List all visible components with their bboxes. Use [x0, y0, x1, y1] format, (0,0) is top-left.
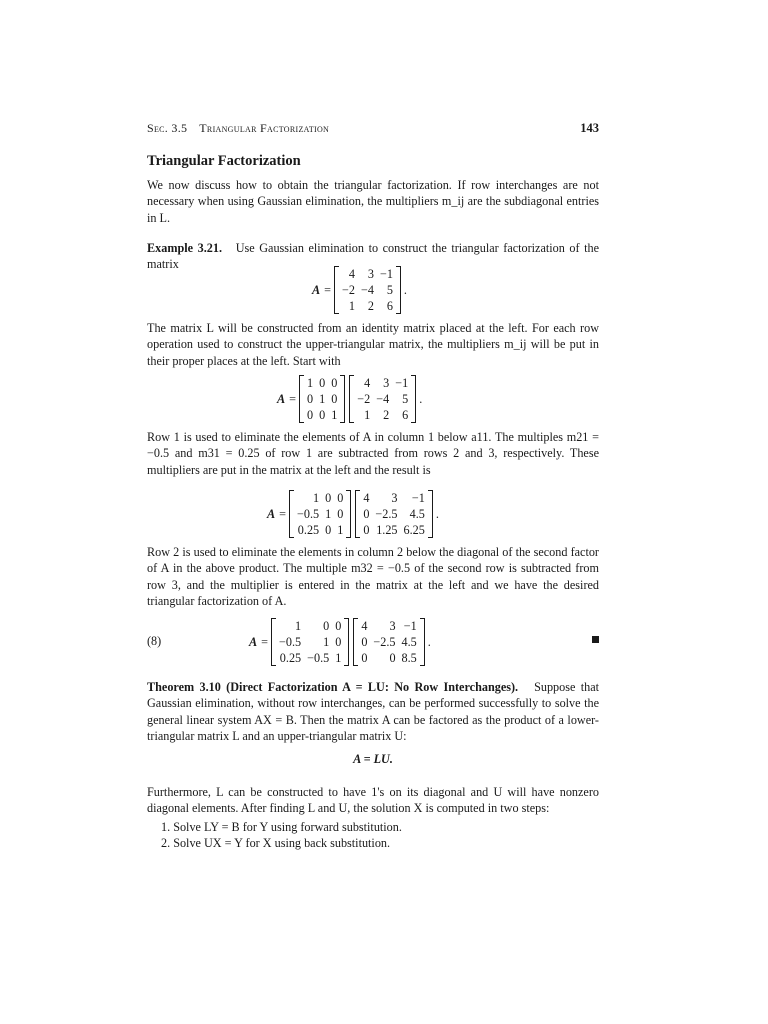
matrix-entry: −1 — [395, 376, 409, 390]
matrix-entry: 0 — [363, 523, 370, 537]
section-label: Sec. 3.5 — [147, 121, 188, 135]
matrix-entry: −1 — [411, 491, 425, 505]
matrix-entry: 6 — [386, 299, 393, 313]
matrix-entry: 1 — [337, 523, 344, 537]
matrix-entry: −2 — [342, 283, 355, 297]
matrix-entry: 0 — [319, 408, 326, 422]
matrix-entry: 0 — [307, 408, 314, 422]
matrix-entry: 4 — [363, 491, 370, 505]
matrix-entry: 4.5 — [401, 635, 417, 649]
matrix-entry: −2 — [357, 392, 371, 406]
matrix-entry: 1 — [364, 408, 371, 422]
matrix-entry: 0 — [325, 523, 332, 537]
equation-8: (8) A = 1 0 0 −0.5 1 0 0.25 −0.5 1 4 3 −1 0 −2.5 4.5 0 0 8.5 . — [147, 617, 599, 667]
matrix-entry: 1 — [313, 491, 320, 505]
section-heading: Triangular Factorization — [147, 153, 301, 169]
matrix-entry: 2 — [367, 299, 374, 313]
matrix-a — [334, 266, 401, 314]
matrix-entry: 8.5 — [401, 651, 417, 665]
equation-step1: A = 1 0 0 0 1 0 0 0 1 4 3 −1 −2 −4 5 1 2 6 . — [277, 376, 423, 422]
matrix-entry: 1 — [323, 635, 330, 649]
equation-step2: A = 1 0 0 −0.5 1 0 0.25 0 1 4 3 −1 0 −2.5 4.5 0 1.25 6.25 . — [267, 491, 439, 537]
matrix-entry: 0 — [335, 635, 342, 649]
theorem-equation: A = LU. — [353, 752, 393, 766]
equation-number: (8) — [147, 634, 162, 648]
matrix-entry: 0 — [331, 376, 338, 390]
matrix-entry: 0 — [335, 619, 342, 633]
matrix-entry: −0.5 — [307, 651, 330, 665]
matrix-entry: 4.5 — [409, 507, 425, 521]
example-text: Use Gaussian elimination to construct the triangular factorization of the matrix — [147, 241, 600, 272]
matrix-entry: 0 — [331, 392, 338, 406]
matrix-entry: 0 — [389, 651, 396, 665]
matrix-entry: 0 — [361, 651, 368, 665]
matrix-entry: 6.25 — [403, 523, 425, 537]
list-item: 2. Solve UX = Y for X using back substitution. — [161, 835, 391, 850]
theorem-text: Suppose that Gaussian elimination, without row interchanges, can be performed successfully to solve the general linear system AX = B. Then the matrix A can be factored as the product of a lower-triangular matrix L and an upper-triangular matrix U: — [147, 680, 599, 744]
identity-matrix — [299, 375, 345, 423]
matrix-entry: 1 — [295, 619, 302, 633]
reduced-matrix-step2 — [355, 490, 433, 538]
matrix-entry: 1 — [325, 507, 332, 521]
multiplier-matrix-step2 — [289, 490, 351, 538]
lower-triangular-matrix-l — [271, 618, 349, 666]
running-head — [147, 121, 599, 136]
matrix-entry: −0.5 — [297, 507, 320, 521]
list-item: 1. Solve LY = B for Y using forward substitution. — [161, 820, 402, 834]
matrix-entry: 5 — [402, 392, 409, 406]
matrix-entry: 3 — [367, 267, 374, 281]
matrix-entry: 0.25 — [279, 651, 302, 665]
page-number: 143 — [580, 121, 599, 135]
matrix-entry: 0 — [337, 507, 344, 521]
matrix-entry: 0 — [363, 507, 370, 521]
matrix-entry: 0 — [319, 376, 326, 390]
matrix-entry: 0 — [325, 491, 332, 505]
example-label: Example 3.21. — [147, 241, 222, 255]
matrix-entry: 1 — [335, 651, 342, 665]
matrix-entry: −1 — [403, 619, 417, 633]
matrix-entry: 1 — [319, 392, 326, 406]
paragraph-l-construction: The matrix L will be constructed from an identity matrix placed at the left. For each row operation used to construct the upper-triangular matrix, the multipliers m_ij will be put in their proper places at the left. Start with — [147, 321, 599, 368]
equation-matrix-a: A = 4 3 −1 −2 −4 5 1 2 6 . — [312, 267, 407, 313]
matrix-entry: 1 — [348, 299, 355, 313]
matrix-entry: 4 — [348, 267, 355, 281]
matrix-entry: −0.5 — [279, 635, 302, 649]
matrix-entry: −4 — [376, 392, 390, 406]
paragraph-row2: Row 2 is used to eliminate the elements in column 2 below the diagonal of the second factor of A in the above product. The multiple m32 = −0.5 of the second row is subtracted from row 3, and the multiplier is entered in the matrix at the left and we have the desired triangular factorization of A. — [147, 545, 599, 609]
matrix-entry: 2 — [383, 408, 390, 422]
matrix-entry: 5 — [386, 283, 393, 297]
matrix-entry: −2.5 — [375, 507, 398, 521]
paragraph-row1: Row 1 is used to eliminate the elements of A in column 1 below a11. The multiples m21 = −0.5 and m31 = 0.25 of row 1 are subtracted from rows 2 and 3, respectively. These multipliers are put in the matrix at the left and the result is — [147, 430, 599, 477]
matrix-entry: 3 — [383, 376, 390, 390]
intro-paragraph: We now discuss how to obtain the triangular factorization. If row interchanges are not necessary when using Gaussian elimination, the multipliers m_ij are the subdiagonal entries in L. — [147, 178, 599, 225]
section-title: Triangular Factorization — [199, 121, 330, 135]
matrix-entry: 0 — [361, 635, 368, 649]
matrix-entry: 6 — [402, 408, 409, 422]
matrix-entry: 0.25 — [297, 523, 320, 537]
paragraph-furthermore: Furthermore, L can be constructed to have 1's on its diagonal and U will have nonzero diagonal elements. After finding L and U, the solution X is computed in two steps: — [147, 785, 599, 816]
matrix-entry: 0 — [323, 619, 330, 633]
matrix-entry: 4 — [361, 619, 368, 633]
matrix-entry: 3 — [391, 491, 398, 505]
matrix-entry: 3 — [389, 619, 396, 633]
theorem-paragraph — [147, 679, 599, 745]
matrix-entry: 0 — [337, 491, 344, 505]
equation-lhs: A — [312, 282, 321, 297]
matrix-entry: 4 — [364, 376, 371, 390]
upper-triangular-matrix-u — [353, 618, 424, 666]
matrix-entry: 0 — [307, 392, 314, 406]
matrix-entry: 1 — [307, 376, 314, 390]
matrix-entry: −4 — [360, 283, 374, 297]
matrix-entry: −2.5 — [373, 635, 396, 649]
theorem-label: Theorem 3.10 (Direct Factorization A = LU: No Row Interchanges). — [147, 680, 519, 694]
end-of-example-square — [592, 636, 599, 643]
matrix-entry: −1 — [379, 267, 393, 281]
solution-steps-list — [147, 820, 599, 851]
matrix-entry: 1 — [331, 408, 338, 422]
matrix-a-original — [349, 375, 416, 423]
matrix-entry: 1.25 — [376, 523, 398, 537]
